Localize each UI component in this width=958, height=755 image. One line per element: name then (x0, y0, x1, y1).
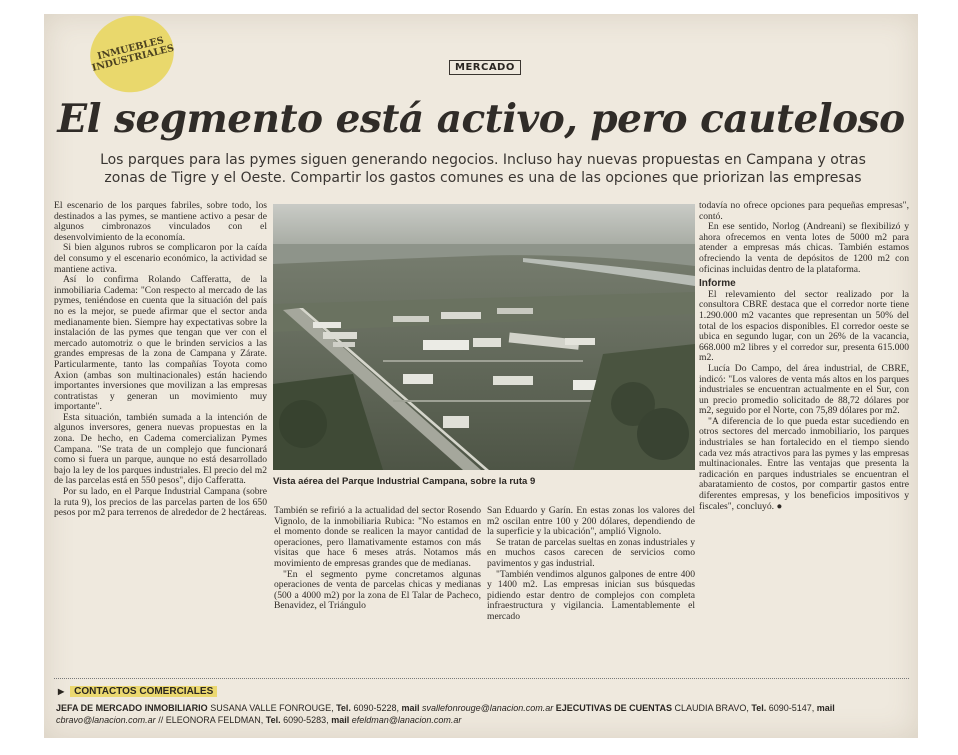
contact-name: SUSANA VALLE FONROUGE, (210, 703, 334, 713)
tel-label: Tel. (336, 703, 351, 713)
industrial-park-aerial-image (273, 204, 695, 470)
photo-caption: Vista aérea del Parque Industrial Campana, sobre la ruta 9 (273, 476, 536, 487)
paragraph: Se tratan de parcelas sueltas en zonas industriales y en muchos casos carecen de servicios como pavimentos y gas industrial. (487, 536, 695, 569)
contact-name: CLAUDIA BRAVO, (674, 703, 749, 713)
tel-label: Tel. (751, 703, 767, 713)
contact-phone: 6090-5228, (353, 703, 399, 713)
paragraph: Esta situación, también sumada a la intención de algunos inversores, genera nuevas propuestas en la zona. De hecho, en Cadema comercializan Pymes Campana. "Se trata de un complejo que funcionará como si fuera un parque, aunque no está desarrollado bajo la ley de los parques industriales. El precio del m2 de las parcelas está en 550 pesos", dijo Cafferatta. (54, 411, 267, 487)
paragraph: El relevamiento del sector realizado por la consultora CBRE destaca que el corredor norte tiene 1.290.000 m2 vacantes que representan un 50% del total de los espacios disponibles. El corredor oeste se ubica en segundo lugar, con un 26% de la vacancia, 668.000 m2 libres y el corredor sur, presenta 615.000 m2. (699, 288, 909, 364)
paragraph: Si bien algunos rubros se complicaron por la caída del consumo y el escenario económico, la actividad se mantiene activa. (54, 242, 267, 275)
paragraph: "En el segmento pyme concretamos algunas operaciones de venta de parcelas chicas y medianas (500 a 4000 m2) por la zona de El Talar de Pacheco, Benavidez, el Triángulo (274, 568, 481, 612)
aerial-photo (273, 204, 695, 470)
article-column-4 (699, 201, 909, 671)
contact-phone: 6090-5283, (283, 715, 329, 725)
category-badge-text: INMUEBLES INDUSTRIALES (90, 35, 176, 74)
article-column-2 (274, 506, 481, 666)
paragraph: También se refirió a la actualidad del sector Rosendo Vignolo, de la inmobiliaria Rubica: "No estamos en el momento donde se realicen la mayor cantidad de operaciones, pero llamativamente estamos con más visitas que hace 6 meses atrás. Notamos más movimiento de empresas grandes que de medianas. (274, 506, 481, 569)
contacts-header-label: CONTACTOS COMERCIALES (70, 686, 217, 697)
subheadline: Los parques para las pymes siguen generando negocios. Incluso hay nuevas propuestas en Campana y otras zonas de Tigre y el Oeste. Compartir los gastos comunes es una de las opciones que priorizan las empresas (100, 152, 866, 186)
contact-phone: 6090-5147, (768, 703, 815, 713)
contacts-header (58, 686, 217, 697)
contact-role: EJECUTIVAS DE CUENTAS (555, 703, 672, 713)
contacts-block (56, 702, 906, 726)
contact-email[interactable]: cbravo@lanacion.com.ar (56, 715, 156, 725)
contact-email[interactable]: svallefonrouge@lanacion.com.ar (422, 703, 554, 713)
paragraph: "A diferencia de lo que pueda estar sucediendo en otros sectores del mercado inmobiliario, los parques industriales se han fortalecido en el tiempo siendo cada vez más atractivos para las pymes y las empresas multinacionales. Entre las ventajas que presenta la radicación en parques industriales se encuentran el abaratamiento de costos, por compartir gastos entre diferentes empresas, y los beneficios impositivos y fiscales", concluyó. ● (699, 415, 909, 512)
article-column-3 (487, 506, 695, 666)
newspaper-page (44, 14, 918, 738)
contact-email[interactable]: efeldman@lanacion.com.ar (351, 715, 462, 725)
mail-label: mail (816, 703, 835, 713)
paragraph: Así lo confirma Rolando Cafferatta, de la inmobiliaria Cadema: "Con respecto al mercado de las pymes, teniéndose en cuenta que la situación del país no es la mejor, se puede afirmar que el sector anda medianamente bien. Siempre hay expectativas sobre la instalación de las pymes que tengan que ver con el mercado automotriz o que le brinden servicios a las grandes empresas de la zona de Campana y Zárate. Particularmente, tanto las compañías Toyota como Axion (ambas son multinacionales) están haciendo importantes inversiones que movilizan a las empresas contratistas y generan un movimiento muy importante". (54, 274, 267, 413)
paragraph: Por su lado, en el Parque Industrial Campana (sobre la ruta 9), los precios de las parcelas parten de los 650 pesos por m2 para terrenos de alrededor de 2 hectáreas. (54, 486, 267, 519)
category-badge (82, 14, 182, 101)
contact-role: JEFA DE MERCADO INMOBILIARIO (56, 703, 208, 713)
separator: // (158, 715, 164, 725)
triangle-bullet-icon: ▶ (58, 687, 65, 696)
paragraph: San Eduardo y Garín. En estas zonas los valores del m2 oscilan entre 100 y 200 dólares, dependiendo de la superficie y la ubicación", amplió Vignolo. (487, 506, 695, 538)
subheading-informe: Informe (699, 278, 736, 290)
paragraph: "También vendimos algunos galpones de entre 400 y 1400 m2. Las empresas inician sus búsquedas pidiendo estar dentro de complejos con completa infraestructura y vigilancia. Lamentablemente el mercado (487, 568, 695, 622)
tel-label: Tel. (265, 715, 281, 725)
mail-label: mail (331, 715, 350, 725)
paragraph: En ese sentido, Norlog (Andreani) se flexibilizó y ahora ofrecemos en venta lotes de 5000 m2 para atender a empresas más chicas. También estamos ofreciendo la venta de depósitos de 1200 m2 con oficinas incluidas dentro de la plataforma. (699, 221, 909, 275)
divider (54, 678, 909, 679)
article-column-1 (54, 201, 267, 681)
mail-label: mail (401, 703, 420, 713)
paragraph: El escenario de los parques fabriles, sobre todo, los destinados a las pymes, se mantiene activo a pesar de algunos cimbronazos vinculados con el desenvolvimiento de la economía. (54, 201, 267, 243)
section-label: MERCADO (449, 60, 521, 75)
paragraph: Lucía Do Campo, del área industrial, de CBRE, indicó: "Los valores de venta más altos en los parques industriales se encuentran actualmente en el Sur, con un precio promedio solicitado de 88,72 dólares por m2, seguido por el Norte, con 75,89 dólares por m2. (699, 362, 909, 417)
headline: El segmento está activo, pero cauteloso (57, 96, 905, 142)
contact-name: ELEONORA FELDMAN, (165, 715, 264, 725)
paragraph: todavía no ofrece opciones para pequeñas empresas", contó. (699, 201, 909, 222)
